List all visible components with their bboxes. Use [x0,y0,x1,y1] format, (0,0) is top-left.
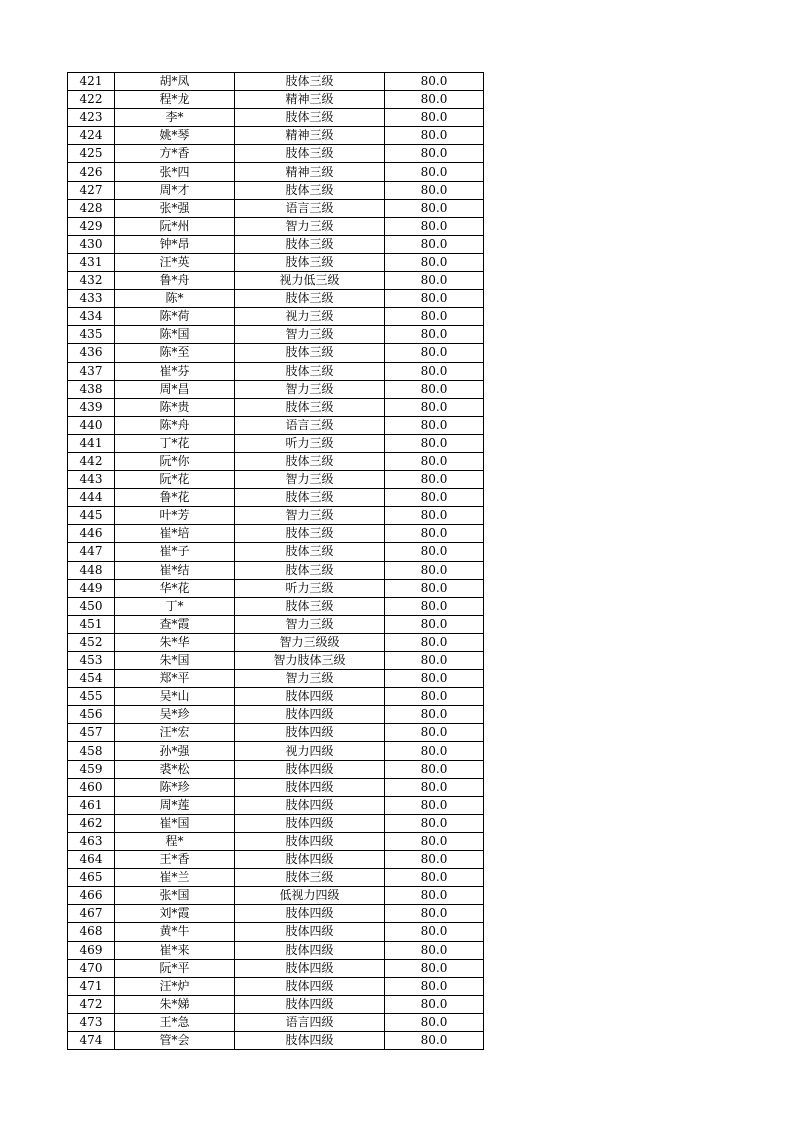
table-row [68,452,484,470]
subsidy-amount-cell: 80.0 [385,290,484,308]
person-name-cell: 阮*平 [115,959,235,977]
row-number-cell: 457 [68,724,115,742]
disability-type-cell: 肢体三级 [235,290,385,308]
subsidy-amount-cell: 80.0 [385,561,484,579]
subsidy-amount-cell: 80.0 [385,778,484,796]
table-row [68,326,484,344]
row-number-cell: 449 [68,579,115,597]
disability-type-cell: 低视力四级 [235,887,385,905]
subsidy-amount-cell: 80.0 [385,724,484,742]
subsidy-amount-cell: 80.0 [385,127,484,145]
subsidy-amount-cell: 80.0 [385,742,484,760]
row-number-cell: 448 [68,561,115,579]
disability-type-cell: 肢体三级 [235,525,385,543]
person-name-cell: 丁*花 [115,434,235,452]
table-row [68,670,484,688]
table-row [68,1013,484,1031]
subsidy-amount-cell: 80.0 [385,597,484,615]
disability-type-cell: 语言三级 [235,199,385,217]
disability-type-cell: 肢体三级 [235,452,385,470]
disability-type-cell: 智力三级 [235,507,385,525]
table-row [68,941,484,959]
table-row [68,760,484,778]
table-row [68,380,484,398]
subsidy-amount-cell: 80.0 [385,272,484,290]
person-name-cell: 郑*平 [115,670,235,688]
table-row [68,308,484,326]
table-row [68,362,484,380]
person-name-cell: 华*花 [115,579,235,597]
row-number-cell: 470 [68,959,115,977]
table-row [68,543,484,561]
disability-type-cell: 肢体三级 [235,145,385,163]
subsidy-amount-cell: 80.0 [385,199,484,217]
person-name-cell: 丁* [115,597,235,615]
person-name-cell: 程*龙 [115,91,235,109]
row-number-cell: 461 [68,796,115,814]
subsidy-amount-cell: 80.0 [385,851,484,869]
table-row [68,163,484,181]
disability-type-cell: 肢体四级 [235,724,385,742]
person-name-cell: 方*香 [115,145,235,163]
row-number-cell: 430 [68,235,115,253]
table-row [68,1031,484,1049]
person-name-cell: 胡*凤 [115,73,235,91]
table-row [68,217,484,235]
row-number-cell: 445 [68,507,115,525]
table-row [68,398,484,416]
person-name-cell: 崔*国 [115,814,235,832]
subsidy-amount-cell: 80.0 [385,670,484,688]
table-row [68,814,484,832]
row-number-cell: 469 [68,941,115,959]
row-number-cell: 447 [68,543,115,561]
row-number-cell: 467 [68,905,115,923]
subsidy-amount-cell: 80.0 [385,525,484,543]
person-name-cell: 王*香 [115,851,235,869]
disability-type-cell: 肢体四级 [235,814,385,832]
disability-type-cell: 语言三级 [235,416,385,434]
subsidy-amount-cell: 80.0 [385,1031,484,1049]
disability-type-cell: 智力三级 [235,471,385,489]
row-number-cell: 443 [68,471,115,489]
table-row [68,778,484,796]
row-number-cell: 466 [68,887,115,905]
subsidy-amount-cell: 80.0 [385,253,484,271]
table-row [68,869,484,887]
person-name-cell: 汪*宏 [115,724,235,742]
table-row [68,959,484,977]
subsidy-amount-cell: 80.0 [385,434,484,452]
subsidy-amount-cell: 80.0 [385,869,484,887]
subsidy-amount-cell: 80.0 [385,543,484,561]
table-row [68,652,484,670]
table-row [68,290,484,308]
person-name-cell: 朱*国 [115,652,235,670]
disability-type-cell: 肢体四级 [235,688,385,706]
table-row [68,977,484,995]
subsidy-amount-cell: 80.0 [385,923,484,941]
table-row [68,73,484,91]
table-row [68,923,484,941]
disability-type-cell: 精神三级 [235,91,385,109]
table-row [68,127,484,145]
person-name-cell: 裘*松 [115,760,235,778]
subsidy-amount-cell: 80.0 [385,398,484,416]
subsidy-amount-cell: 80.0 [385,308,484,326]
subsidy-amount-cell: 80.0 [385,91,484,109]
subsidy-amount-cell: 80.0 [385,380,484,398]
subsidy-amount-cell: 80.0 [385,507,484,525]
person-name-cell: 崔*芬 [115,362,235,380]
person-name-cell: 朱*娣 [115,995,235,1013]
subsidy-amount-cell: 80.0 [385,181,484,199]
disability-type-cell: 肢体四级 [235,959,385,977]
person-name-cell: 陈*珍 [115,778,235,796]
disability-type-cell: 精神三级 [235,127,385,145]
row-number-cell: 442 [68,452,115,470]
subsidy-amount-cell: 80.0 [385,796,484,814]
row-number-cell: 462 [68,814,115,832]
disability-type-cell: 智力肢体三级 [235,652,385,670]
person-name-cell: 吴*珍 [115,706,235,724]
table-row [68,181,484,199]
subsidy-amount-cell: 80.0 [385,887,484,905]
person-name-cell: 张*强 [115,199,235,217]
subsidy-amount-cell: 80.0 [385,832,484,850]
subsidy-amount-cell: 80.0 [385,941,484,959]
person-name-cell: 姚*琴 [115,127,235,145]
subsidy-amount-cell: 80.0 [385,615,484,633]
table-row [68,416,484,434]
person-name-cell: 查*霞 [115,615,235,633]
subsidy-amount-cell: 80.0 [385,235,484,253]
subsidy-amount-cell: 80.0 [385,452,484,470]
person-name-cell: 汪*炉 [115,977,235,995]
disability-type-cell: 智力三级 [235,326,385,344]
subsidy-amount-cell: 80.0 [385,73,484,91]
person-name-cell: 崔*兰 [115,869,235,887]
subsidy-amount-cell: 80.0 [385,959,484,977]
disability-type-cell: 视力三级 [235,308,385,326]
row-number-cell: 431 [68,253,115,271]
person-name-cell: 陈*至 [115,344,235,362]
table-row [68,706,484,724]
person-name-cell: 孙*强 [115,742,235,760]
disability-type-cell: 肢体四级 [235,851,385,869]
row-number-cell: 452 [68,633,115,651]
subsidy-amount-cell: 80.0 [385,163,484,181]
disability-type-cell: 视力低三级 [235,272,385,290]
table-row [68,579,484,597]
row-number-cell: 436 [68,344,115,362]
person-name-cell: 崔*结 [115,561,235,579]
subsidy-amount-cell: 80.0 [385,489,484,507]
disability-type-cell: 肢体三级 [235,489,385,507]
table-row [68,561,484,579]
table-row [68,109,484,127]
table-row [68,235,484,253]
row-number-cell: 432 [68,272,115,290]
table-row [68,615,484,633]
subsidy-amount-cell: 80.0 [385,688,484,706]
person-name-cell: 李* [115,109,235,127]
row-number-cell: 440 [68,416,115,434]
subsidy-amount-cell: 80.0 [385,1013,484,1031]
person-name-cell: 汪*英 [115,253,235,271]
disability-type-cell: 肢体三级 [235,253,385,271]
row-number-cell: 435 [68,326,115,344]
subsidy-amount-cell: 80.0 [385,652,484,670]
row-number-cell: 439 [68,398,115,416]
row-number-cell: 425 [68,145,115,163]
person-name-cell: 周*才 [115,181,235,199]
row-number-cell: 444 [68,489,115,507]
disability-type-cell: 精神三级 [235,163,385,181]
row-number-cell: 423 [68,109,115,127]
subsidy-amount-cell: 80.0 [385,579,484,597]
subsidy-amount-cell: 80.0 [385,995,484,1013]
person-name-cell: 阮*花 [115,471,235,489]
subsidy-amount-cell: 80.0 [385,344,484,362]
table-row [68,525,484,543]
row-number-cell: 422 [68,91,115,109]
subsidy-amount-cell: 80.0 [385,814,484,832]
disability-type-cell: 肢体四级 [235,778,385,796]
row-number-cell: 450 [68,597,115,615]
person-name-cell: 崔*培 [115,525,235,543]
person-name-cell: 程* [115,832,235,850]
subsidy-amount-cell: 80.0 [385,471,484,489]
person-name-cell: 陈*国 [115,326,235,344]
disability-type-cell: 智力三级 [235,670,385,688]
person-name-cell: 周*莲 [115,796,235,814]
person-name-cell: 陈*贵 [115,398,235,416]
subsidy-amount-cell: 80.0 [385,326,484,344]
subsidy-amount-cell: 80.0 [385,760,484,778]
disability-type-cell: 视力四级 [235,742,385,760]
person-name-cell: 陈*荷 [115,308,235,326]
person-name-cell: 陈* [115,290,235,308]
disability-type-cell: 智力三级 [235,217,385,235]
row-number-cell: 455 [68,688,115,706]
row-number-cell: 473 [68,1013,115,1031]
table-row [68,905,484,923]
disability-type-cell: 肢体三级 [235,235,385,253]
table-row [68,995,484,1013]
disability-type-cell: 肢体四级 [235,832,385,850]
row-number-cell: 460 [68,778,115,796]
person-name-cell: 周*昌 [115,380,235,398]
row-number-cell: 437 [68,362,115,380]
disability-type-cell: 肢体三级 [235,362,385,380]
row-number-cell: 463 [68,832,115,850]
person-name-cell: 阮*你 [115,452,235,470]
person-name-cell: 阮*州 [115,217,235,235]
disability-type-cell: 智力三级级 [235,633,385,651]
subsidy-amount-cell: 80.0 [385,416,484,434]
row-number-cell: 472 [68,995,115,1013]
person-name-cell: 叶*芳 [115,507,235,525]
disability-type-cell: 肢体四级 [235,1031,385,1049]
table-row [68,688,484,706]
table-row [68,832,484,850]
row-number-cell: 441 [68,434,115,452]
disability-type-cell: 肢体三级 [235,597,385,615]
disability-type-cell: 肢体三级 [235,73,385,91]
row-number-cell: 453 [68,652,115,670]
person-name-cell: 鲁*舟 [115,272,235,290]
row-number-cell: 471 [68,977,115,995]
row-number-cell: 464 [68,851,115,869]
person-name-cell: 管*会 [115,1031,235,1049]
row-number-cell: 428 [68,199,115,217]
disability-type-cell: 肢体三级 [235,109,385,127]
person-name-cell: 黄*牛 [115,923,235,941]
disability-type-cell: 听力三级 [235,579,385,597]
subsidy-amount-cell: 80.0 [385,109,484,127]
disability-type-cell: 肢体四级 [235,706,385,724]
table-row [68,887,484,905]
person-name-cell: 吴*山 [115,688,235,706]
table-row [68,796,484,814]
table-row [68,434,484,452]
table-row [68,489,484,507]
row-number-cell: 468 [68,923,115,941]
row-number-cell: 421 [68,73,115,91]
person-name-cell: 钟*昂 [115,235,235,253]
disability-type-cell: 肢体四级 [235,796,385,814]
person-name-cell: 王*急 [115,1013,235,1031]
row-number-cell: 446 [68,525,115,543]
disability-type-cell: 肢体三级 [235,869,385,887]
disability-type-cell: 肢体四级 [235,941,385,959]
row-number-cell: 426 [68,163,115,181]
disability-type-cell: 听力三级 [235,434,385,452]
subsidy-amount-cell: 80.0 [385,633,484,651]
person-name-cell: 张*国 [115,887,235,905]
subsidy-amount-cell: 80.0 [385,145,484,163]
disability-type-cell: 肢体三级 [235,181,385,199]
subsidy-amount-cell: 80.0 [385,217,484,235]
disability-type-cell: 肢体四级 [235,905,385,923]
subsidy-amount-cell: 80.0 [385,362,484,380]
table-row [68,145,484,163]
data-table [67,72,484,1050]
person-name-cell: 刘*霞 [115,905,235,923]
disability-type-cell: 肢体三级 [235,543,385,561]
table-row [68,742,484,760]
row-number-cell: 454 [68,670,115,688]
disability-type-cell: 肢体三级 [235,398,385,416]
table-body [68,73,484,1050]
row-number-cell: 459 [68,760,115,778]
row-number-cell: 451 [68,615,115,633]
row-number-cell: 434 [68,308,115,326]
disability-type-cell: 语言四级 [235,1013,385,1031]
disability-type-cell: 智力三级 [235,380,385,398]
table-row [68,91,484,109]
row-number-cell: 429 [68,217,115,235]
disability-type-cell: 肢体四级 [235,760,385,778]
disability-type-cell: 肢体四级 [235,923,385,941]
table-row [68,344,484,362]
subsidy-amount-cell: 80.0 [385,706,484,724]
subsidy-amount-cell: 80.0 [385,977,484,995]
table-row [68,253,484,271]
person-name-cell: 张*四 [115,163,235,181]
disability-type-cell: 智力三级 [235,615,385,633]
table-row [68,471,484,489]
table-row [68,633,484,651]
row-number-cell: 433 [68,290,115,308]
subsidy-amount-cell: 80.0 [385,905,484,923]
table-row [68,272,484,290]
row-number-cell: 456 [68,706,115,724]
disability-type-cell: 肢体四级 [235,995,385,1013]
person-name-cell: 陈*舟 [115,416,235,434]
row-number-cell: 424 [68,127,115,145]
table-row [68,507,484,525]
person-name-cell: 朱*华 [115,633,235,651]
table-row [68,597,484,615]
row-number-cell: 438 [68,380,115,398]
disability-type-cell: 肢体三级 [235,561,385,579]
table-row [68,199,484,217]
table-row [68,724,484,742]
person-name-cell: 崔*来 [115,941,235,959]
person-name-cell: 鲁*花 [115,489,235,507]
person-name-cell: 崔*子 [115,543,235,561]
disability-type-cell: 肢体四级 [235,977,385,995]
table-row [68,851,484,869]
row-number-cell: 427 [68,181,115,199]
row-number-cell: 474 [68,1031,115,1049]
row-number-cell: 465 [68,869,115,887]
row-number-cell: 458 [68,742,115,760]
disability-type-cell: 肢体三级 [235,344,385,362]
